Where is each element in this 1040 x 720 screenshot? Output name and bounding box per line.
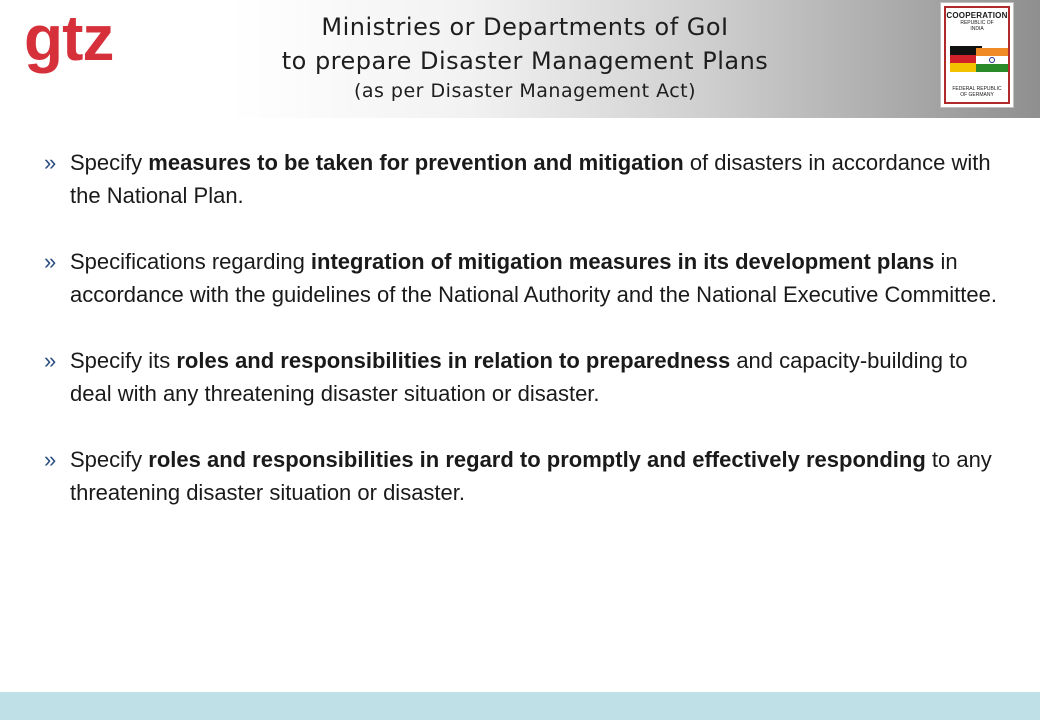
bullet-text: Specify [70,150,149,175]
slide-header [0,0,1040,118]
bullet-item [44,146,1004,212]
bullet-bold-text: measures to be taken for prevention and mitigation [148,150,684,175]
bullet-bold-text: integration of mitigation measures in its development plans [310,249,935,274]
badge-title: COOPERATION [946,11,1008,20]
bullet-item [44,443,1004,509]
cooperation-badge [940,2,1014,108]
badge-partner-name: OF GERMANY [960,92,994,98]
badge-country-label: REPUBLIC OF [960,20,994,26]
bullet-bold-text: roles and responsibilities in relation to preparedness [176,348,731,373]
bullet-list [44,146,1004,509]
flags-emblem [950,46,1008,72]
bullet-text: and capacity-building to deal with any threatening disaster situation or disaster. [70,348,968,406]
bullet-item [44,245,1004,311]
bullet-text: Specifications regarding [70,249,311,274]
slide-title-line-1: Ministries or Departments of GoI [321,13,729,41]
badge-frame [944,6,1010,104]
bullet-text: to any threatening disaster situation or disaster. [70,447,992,505]
badge-country-name: INDIA [970,26,984,32]
bullet-item [44,344,1004,410]
footer-band [0,692,1040,720]
slide-title-line-2: to prepare Disaster Management Plans [281,47,769,75]
bullet-marker-icon: » [44,150,57,175]
indian-flag-icon [976,48,1008,72]
bullet-text: Specify [70,447,149,472]
bullet-bold-text: roles and responsibilities in regard to promptly and effectively responding [148,447,926,472]
badge-partner-label: FEDERAL REPUBLIC [952,86,1002,92]
slide-subtitle: (as per Disaster Management Act) [353,80,697,102]
badge-footer [946,86,1008,98]
bullet-marker-icon: » [44,447,57,472]
title-block [150,10,900,104]
bullet-marker-icon: » [44,348,57,373]
bullet-text: of disasters in accordance with the National Plan. [70,150,991,208]
gtz-logo: gtz [24,2,114,74]
bullet-text: in accordance with the guidelines of the National Authority and the National Executive Committee. [70,249,997,307]
bullet-text: Specify its [70,348,177,373]
bullet-marker-icon: » [44,249,57,274]
